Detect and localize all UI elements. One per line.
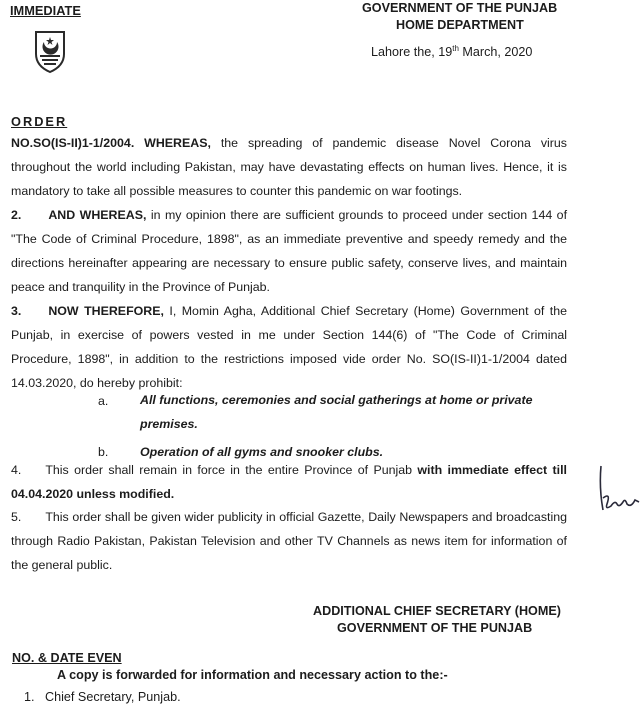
- paragraph-4-text: This order shall remain in force in the entire Province of Punjab: [45, 463, 418, 477]
- immediate-label: IMMEDIATE: [10, 3, 81, 18]
- paragraph-2-text: in my opinion there are sufficient grounds to proceed under section 144 of "The Code of Criminal Procedure, 1898", as an immediate preventive and speedy remedy and the directions hereinafter appearing are necessary to ensure public safety, conserve lives, and maintain peace and tranquility in the Province of Punjab.: [11, 208, 568, 294]
- paragraph-1-text: the spreading of pandemic disease Novel Corona virus throughout the world including Pakistan, may have devastating effects on human lives. Hence, it is mandatory to take all possible measures to counter this pandemic on war footings.: [11, 136, 567, 198]
- forward-list-item: [24, 690, 181, 704]
- paragraph-4: [11, 458, 567, 506]
- no-date-even-heading: NO. & DATE EVEN: [12, 651, 122, 665]
- paragraph-5: [11, 505, 567, 577]
- item-b-text: Operation of all gyms and snooker clubs.: [140, 445, 384, 459]
- paragraph-5-text: This order shall be given wider publicity in official Gazette, Daily Newspapers and broadcasting through Radio Pakistan, Pakistan Television and other TV Channels as news item for information of the general public.: [11, 510, 567, 572]
- paragraph-1-lead: NO.SO(IS-II)1-1/2004. WHEREAS,: [11, 136, 211, 150]
- item-b-label: b.: [98, 445, 109, 459]
- forward-item-text: Chief Secretary, Punjab.: [45, 690, 181, 704]
- signatory-org: GOVERNMENT OF THE PUNJAB: [337, 621, 533, 635]
- date-prefix: Lahore the, 19: [371, 45, 453, 60]
- paragraph-1: [11, 131, 567, 203]
- order-date: [371, 44, 532, 59]
- signature-icon: [597, 458, 640, 520]
- paragraph-2-number: 2.: [11, 208, 22, 222]
- government-heading: GOVERNMENT OF THE PUNJAB: [362, 1, 558, 15]
- copy-forwarded-text: A copy is forwarded for information and necessary action to the:-: [57, 668, 448, 682]
- paragraph-2: [11, 203, 567, 299]
- department-heading: HOME DEPARTMENT: [396, 18, 524, 32]
- paragraph-3-text: I, Momin Agha, Additional Chief Secretary (Home) Government of the Punjab, in exercise of powers vested in me under Section 144(6) of "The Code of Criminal Procedure, 1898", in addition to the restrictions imposed vide order No. SO(IS-II)1-1/2004 dated 14.03.2020, do hereby prohibit:: [11, 304, 567, 390]
- punjab-emblem-icon: [30, 28, 70, 74]
- paragraph-5-number: 5.: [11, 510, 22, 524]
- signatory-title: ADDITIONAL CHIEF SECRETARY (HOME): [313, 604, 561, 618]
- paragraph-3-number: 3.: [11, 304, 22, 318]
- paragraph-3-lead: NOW THEREFORE,: [48, 304, 164, 318]
- forward-item-number: 1.: [24, 690, 35, 704]
- paragraph-4-bold: with immediate effect till 04.04.2020 unless modified.: [11, 463, 567, 501]
- item-a-text: All functions, ceremonies and social gatherings at home or private premises.: [140, 393, 533, 431]
- date-sup: th: [452, 44, 459, 53]
- paragraph-2-lead: AND WHEREAS,: [48, 208, 147, 222]
- paragraph-4-number: 4.: [11, 463, 22, 477]
- item-a-label: a.: [98, 394, 109, 408]
- date-suffix: March, 2020: [458, 45, 533, 60]
- order-title: ORDER: [11, 114, 68, 129]
- paragraph-3: [11, 299, 567, 395]
